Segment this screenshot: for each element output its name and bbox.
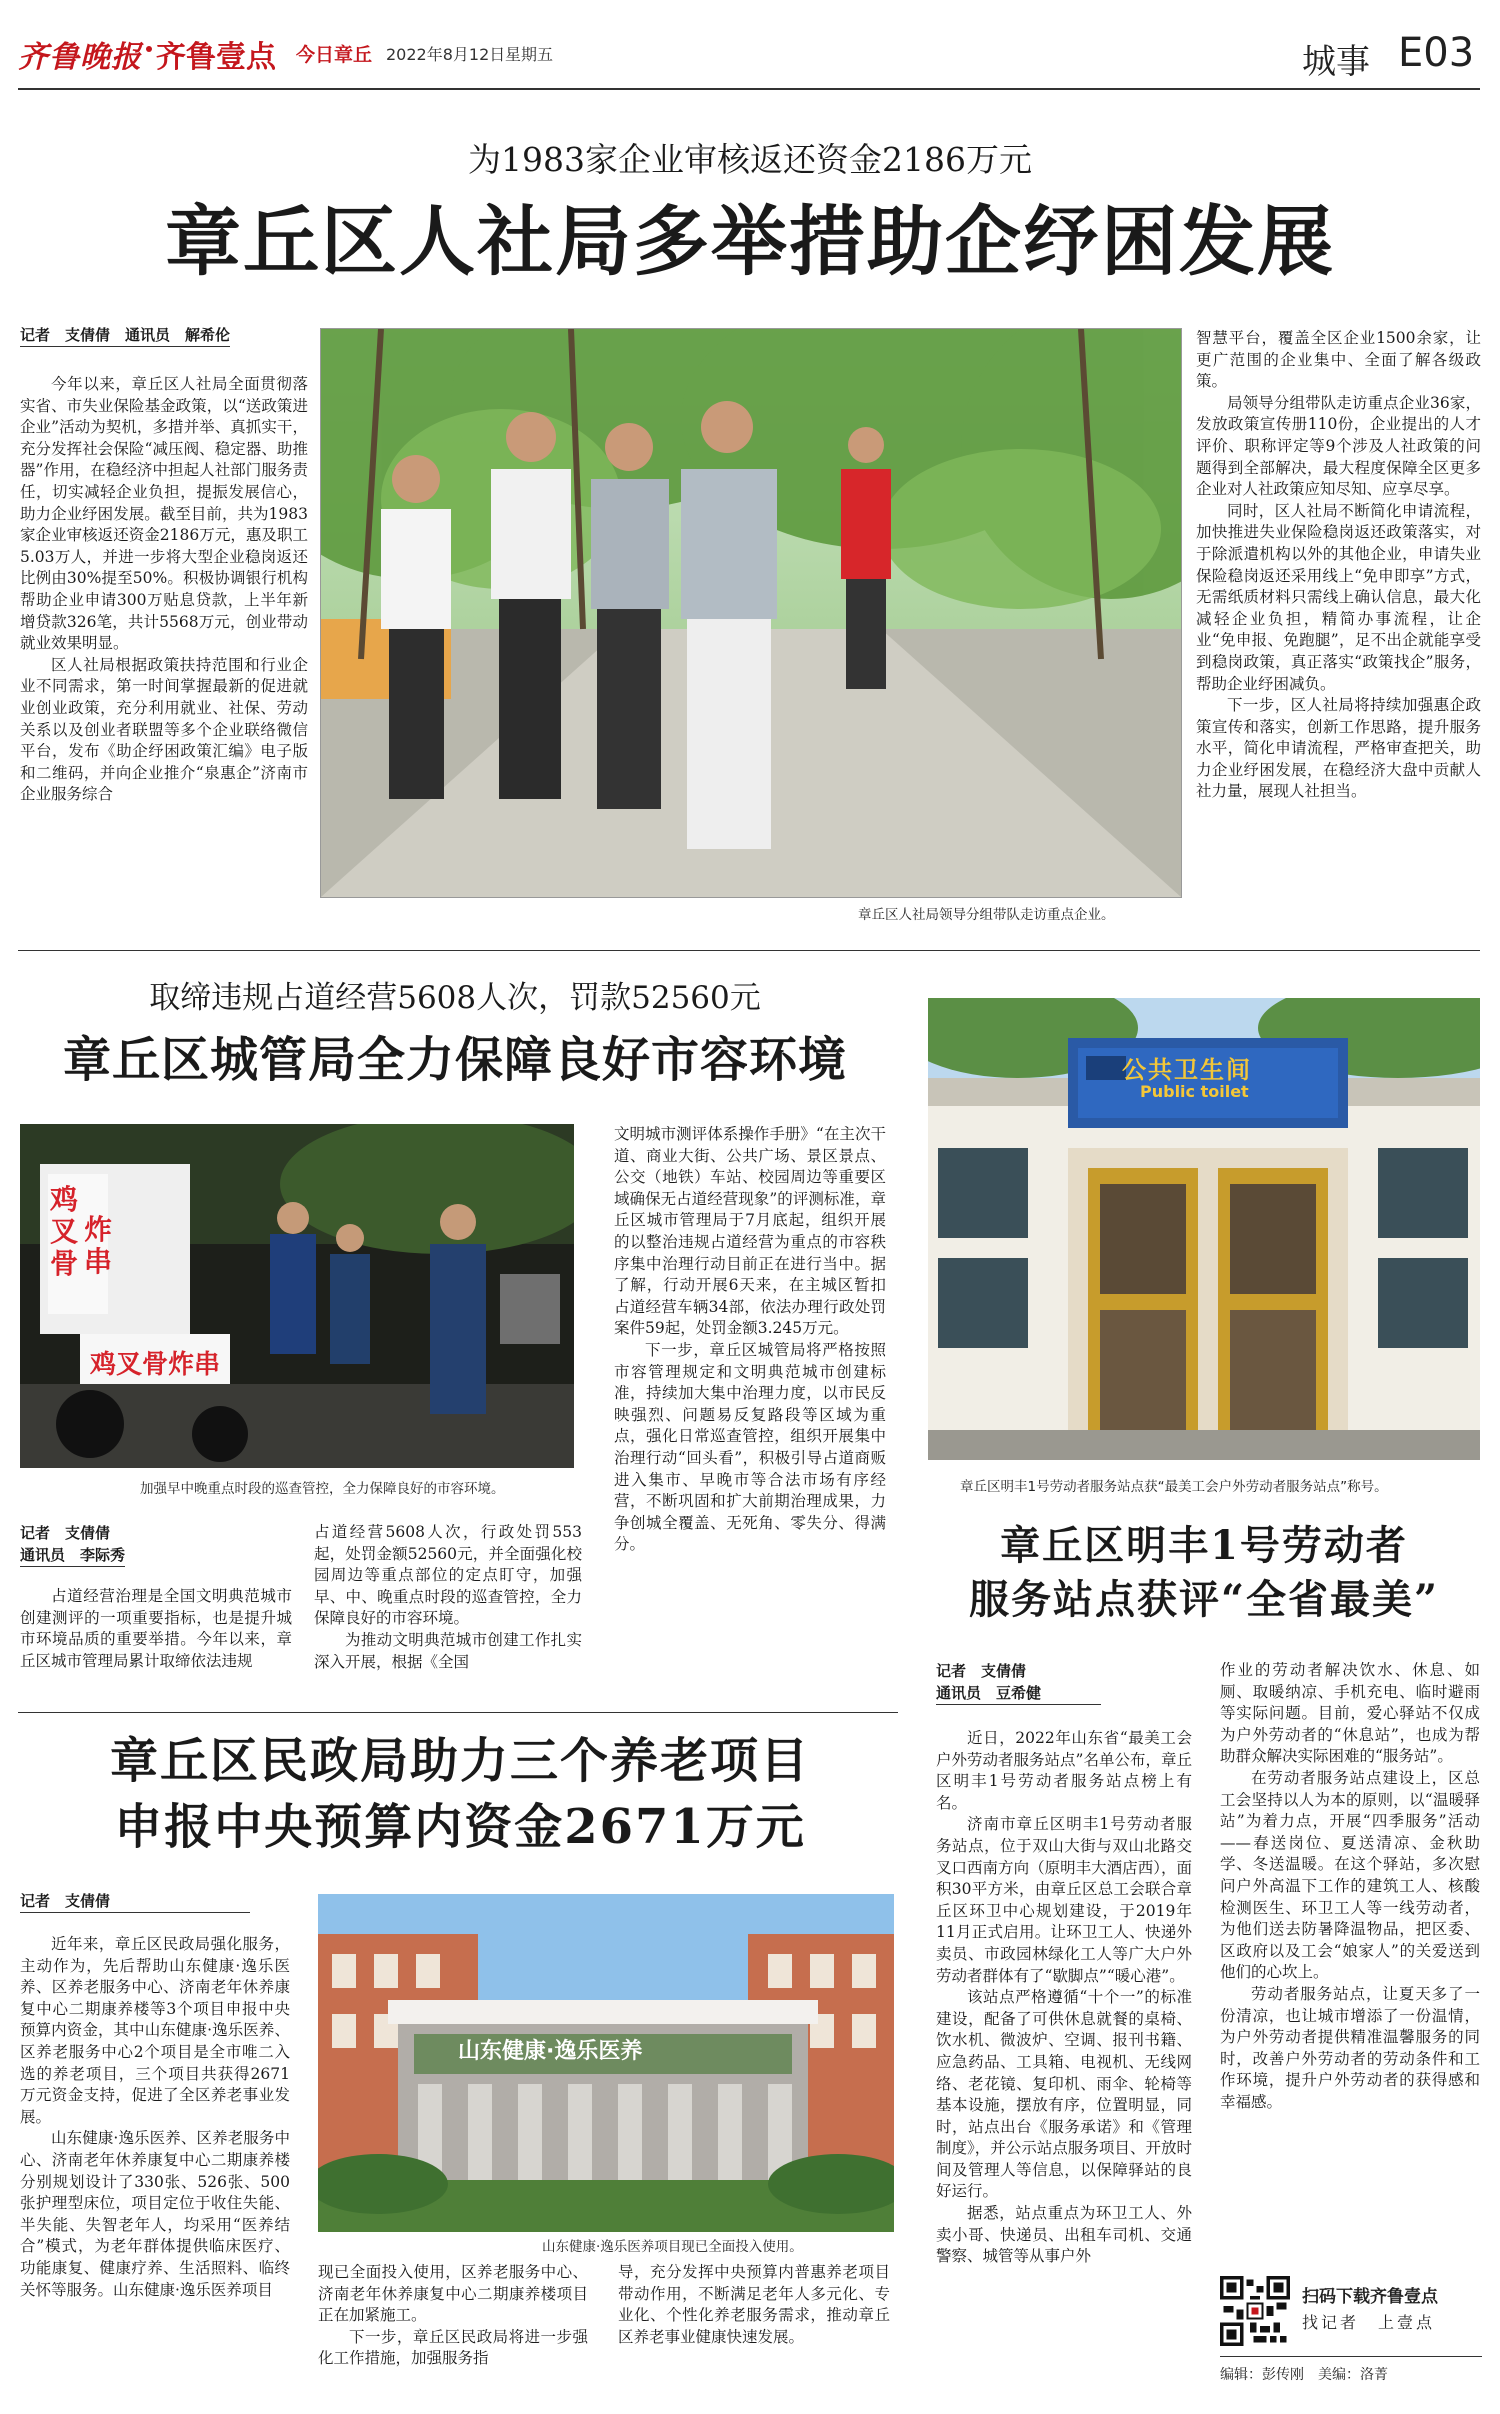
article1-para: 下一步，区人社局将持续加强惠企政策宣传和落实，创新工作思路，提升服务水平，简化申请流程，严格审查把关，助力企业纾困发展，在稳经济大盘中贡献人社力量，展现人社担当。 (1196, 696, 1481, 801)
article4-para: 作业的劳动者解决饮水、休息、如厕、取暖纳凉、手机充电、临时避雨等实际问题。目前，爱心驿站不仅成为户外劳动者的“休息站”，也成为帮助群众解决实际困难的“服务站”。 (1220, 1661, 1480, 1766)
article4-correspondent: 通讯员 豆希健 (936, 1682, 1101, 1705)
article1-para: 同时，区人社局不断简化申请流程，加快推进失业保险稳岗返还政策落实，对于除派遣机构以外的其他企业，申请失业保险稳岗返还采用线上“免申即享”方式，无需纸质材料只需线上确认信息，最大化减轻企业负担，精简办事流程，让企业“免申报、免跑腿”，足不出企就能享受到稳岗政策，真正落实“政策找企”服务，帮助企业纾困减负。 (1196, 501, 1481, 693)
article4-para: 该站点严格遵循“十个一”的标准建设，配备了可供休息就餐的桌椅、饮水机、微波炉、空调、报刊书籍、应急药品、工具箱、电视机、无线网络、老花镜、复印机、雨伞、轮椅等基本设施，摆放有序，位置明显，同时，站点出台《服务承诺》和《管理制度》，并公示站点服务项目、开放时间及管理人等信息，以保障驿站的良好运行。 (936, 1988, 1192, 2201)
article3-photo-caption: 山东健康·逸乐医养项目现已全面投入使用。 (542, 2239, 803, 2255)
article2-column2 (314, 1522, 582, 1673)
masthead-logo-qilu: 齐鲁晚报 (18, 40, 142, 75)
qr-code-icon[interactable] (1220, 2276, 1290, 2346)
article2-para: 文明城市测评体系操作手册》“在主次干道、商业大街、公共广场、景区景点、公交（地铁）车站、校园周边等重要区域确保无占道经营现象”的评测标准，章丘区城市管理局于7月底起，组织开展的以整治违规占道经营为重点的市容秩序集中治理行动目前正在进行当中。据了解，行动开展6天来，在主城区暂扣占道经营车辆34部，依法办理行政处罚案件59起，处罚金额3.245万元。 (614, 1125, 886, 1338)
article1-column1 (20, 374, 308, 806)
article2-divider (18, 1712, 898, 1713)
issue-date: 2022年8月12日 (386, 45, 506, 64)
article4-column1 (936, 1728, 1192, 2268)
article4-reporter: 记者 支倩倩 (936, 1662, 1027, 1680)
article2-para: 下一步，章丘区城管局将严格按照市容管理规定和文明典范城市创建标准，持续加大集中治理力度，以市民反映强烈、问题易反复路段等区域为重点，强化日常巡查管控，组织开展集中治理行动“回头看”，积极引导占道商贩进入集市、早晚市等合法市场有序经营，不断巩固和扩大前期治理成果，力争创城全覆盖、无死角、零失分、得满分。 (614, 1340, 886, 1554)
article1-column2 (1196, 328, 1481, 803)
article3-para: 山东健康·逸乐医养、区养老服务中心、济南老年休养康复中心二期康养楼分别规划设计了330张、526张、500张护理型床位，项目定位于收住失能、半失能、失智老年人，均采用“医养结合”模式，为老年群体提供临床医疗、功能康复、健康疗养、生活照料、临终关怀等服务。山东健康·逸乐医养项目 (20, 2129, 290, 2299)
article4-photo-caption: 章丘区明丰1号劳动者服务站点获“最美工会户外劳动者服务站点”称号。 (960, 1479, 1388, 1495)
article4-title-line1: 章丘区明丰1号劳动者 (1000, 1522, 1408, 1569)
article4-para: 近日，2022年山东省“最美工会户外劳动者服务站点”名单公布，章丘区明丰1号劳动者服务站点榜上有名。 (936, 1729, 1192, 1812)
footer-rule (1220, 2356, 1482, 2357)
article1-para: 区人社局根据政策扶持范围和行业企业不同需求，第一时间掌握最新的促进就业创业政策，充分利用就业、社保、劳动关系以及创业者联盟等多个企业联络微信平台，发布《助企纾困政策汇编》电子版和二维码，并向企业推介“泉惠企”济南市企业服务综合 (20, 655, 308, 804)
article3-para: 下一步，章丘区民政局将进一步强化工作措施，加强服务指 (318, 2327, 588, 2368)
article2-column3 (614, 1124, 886, 1556)
article4-column2 (1220, 1660, 1480, 2113)
article2-byline (20, 1522, 300, 1567)
article4-byline (936, 1660, 1166, 1705)
article3-title-line1: 章丘区民政局助力三个养老项目 (109, 1733, 810, 1789)
article1-para: 今年以来，章丘区人社局全面贯彻落实省、市失业保险基金政策，以“送政策进企业”活动为契机，多措并举、真抓实干，充分发挥社会保险“减压阀、稳定器、助推器”作用，在稳经济中担起人社部门服务责任，切实减轻企业负担，提振发展信心，助力企业纾困发展。截至目前，共为1983家企业审核返还资金2186万元，惠及职工5.03万人，并进一步将大型企业稳岗返还比例由30%提至50%。积极协调银行机构帮助企业申请300万贴息贷款，上半年新增贷款326笔，共计5568万元，创业带动就业效果明显。 (20, 375, 308, 653)
article3-title-line2: 申报中央预算内资金2671万元 (114, 1799, 806, 1855)
article2-para: 为推动文明典范城市创建工作扎实深入开展，根据《全国 (314, 1630, 582, 1671)
article1-reporter: 记者 支倩倩 通讯员 解希伦 (20, 324, 230, 347)
article3-column2 (318, 2262, 588, 2370)
article4-para: 在劳动者服务站点建设上，区总工会坚持以人为本的原则，以“温暖驿站”为着力点，开展“四季服务”活动——春送岗位、夏送清凉、金秋助学、冬送温暖。在这个驿站，多次慰问户外高温下工作的建筑工人、核酸检测医生、环卫工人等一线劳动者，为他们送去防暑降温物品，把区委、区政府以及工会“娘家人”的关爱送到他们的心坎上。 (1220, 1768, 1480, 1982)
article1-para: 局领导分组带队走访重点企业36家，发放政策宣传册110份，企业提出的人才评价、职称评定等9个涉及人社政策的问题得到全部解决，最大程度保障全区更多企业对人社政策应知尽知、应享尽享。 (1196, 393, 1481, 499)
article3-para: 现已全面投入使用，区养老服务中心、济南老年休养康复中心二期康养楼项目正在加紧施工。 (318, 2263, 588, 2325)
editor-credit: 编辑：彭传刚 美编：洛菁 (1220, 2367, 1388, 2383)
header-rule (18, 88, 1480, 90)
cart-sign-vertical1: 鸡叉骨 (50, 1183, 79, 1280)
article1-photo (320, 328, 1182, 898)
cart-sign-horizontal: 鸡叉骨炸串 (90, 1350, 221, 1380)
article4-para: 济南市章丘区明丰1号劳动者服务站点，位于双山大街与双山北路交叉口西南方向（原明丰大酒店西），面积30平方米，由章丘区总工会联合章丘区环卫中心规划建设，于2019年11月正式启用。让环卫工人、快递外卖员、市政园林绿化工人等广大户外劳动者群体有了“歇脚点”“暖心港”。 (936, 1815, 1192, 1985)
article2-title: 章丘区城管局全力保障良好市容环境 (62, 1032, 847, 1088)
restroom-sign-en: Public toilet (1140, 1082, 1249, 1101)
article2-reporter: 记者 支倩倩 (20, 1524, 111, 1542)
article2-column1 (20, 1586, 292, 1672)
article4-para: 劳动者服务站点，让夏天多了一份清凉，也让城市增添了一份温情，为户外劳动者提供精准温馨服务的同时，改善户外劳动者的劳动条件和工作环境，提升户外劳动者的获得感和幸福感。 (1220, 1984, 1480, 2111)
article3-para: 导，充分发挥中央预算内普惠养老项目带动作用，不断满足老年人多元化、专业化、个性化养老服务需求，推动章丘区养老事业健康快速发展。 (618, 2263, 890, 2346)
masthead-dot-icon (146, 46, 152, 52)
article4-photo (928, 998, 1480, 1460)
article1-divider (18, 950, 1480, 951)
qr-caption-line1: 扫码下载齐鲁壹点 (1302, 2287, 1438, 2307)
page-number: E03 (1398, 30, 1475, 76)
article3-reporter: 记者 支倩倩 (20, 1890, 250, 1913)
article3-photo (318, 1894, 894, 2232)
cart-sign-vertical2: 炸串 (84, 1213, 113, 1278)
article3-para: 近年来，章丘区民政局强化服务，主动作为，先后帮助山东健康·逸乐医养、区养老服务中心、济南老年休养康复中心二期康养楼等3个项目申报中央预算内资金，其中山东健康·逸乐医养、区养老服务中心2个项目是全市唯二入选的养老项目，三个项目共获得2671万元资金支持，促进了全区养老事业发展。 (20, 1935, 290, 2126)
article1-subtitle: 为1983家企业审核返还资金2186万元 (468, 140, 1032, 179)
article2-para: 占道经营治理是全国文明典范城市创建测评的一项重要指标，也是提升城市环境品质的重要举措。今年以来，章丘区城市管理局累计取缔依法违规 (20, 1587, 292, 1670)
section-name: 城事 (1302, 42, 1370, 82)
article4-para: 据悉，站点重点为环卫工人、外卖小哥、快递员、出租车司机、交通警察、城管等从事户外 (936, 2204, 1192, 2266)
building-sign: 山东健康·逸乐医养 (458, 2039, 643, 2064)
article2-para: 占道经营5608人次，行政处罚553起，处罚金额52560元，并全面强化校园周边等重点部位的定点盯守，加强早、中、晚重点时段的巡查管控，全力保障良好的市容环境。 (314, 1523, 582, 1628)
article3-byline (20, 1890, 310, 1913)
article2-correspondent: 通讯员 李际秀 (20, 1544, 125, 1567)
article2-subtitle: 取缔违规占道经营5608人次，罚款52560元 (149, 980, 761, 1016)
article1-photo-caption: 章丘区人社局领导分组带队走访重点企业。 (858, 907, 1115, 923)
qr-caption-line2: 找记者 上壹点 (1302, 2313, 1436, 2332)
article1-byline (20, 324, 310, 347)
article3-column3 (618, 2262, 890, 2348)
restroom-sign-cn: 公共卫生间 (1122, 1056, 1252, 1084)
masthead-logo-yidian: 齐鲁壹点 (156, 40, 276, 75)
article1-title: 章丘区人社局多举措助企纾困发展 (165, 197, 1335, 286)
edition-name: 今日章丘 (296, 44, 373, 66)
article2-photo (20, 1124, 574, 1468)
article3-column1 (20, 1934, 290, 2301)
article2-photo-caption: 加强早中晚重点时段的巡查管控，全力保障良好的市容环境。 (140, 1481, 505, 1497)
issue-weekday: 星期五 (505, 45, 554, 64)
article4-title-line2: 服务站点获评“全省最美” (968, 1576, 1439, 1623)
article1-para: 智慧平台，覆盖全区企业1500余家，让更广范围的企业集中、全面了解各级政策。 (1196, 329, 1481, 391)
